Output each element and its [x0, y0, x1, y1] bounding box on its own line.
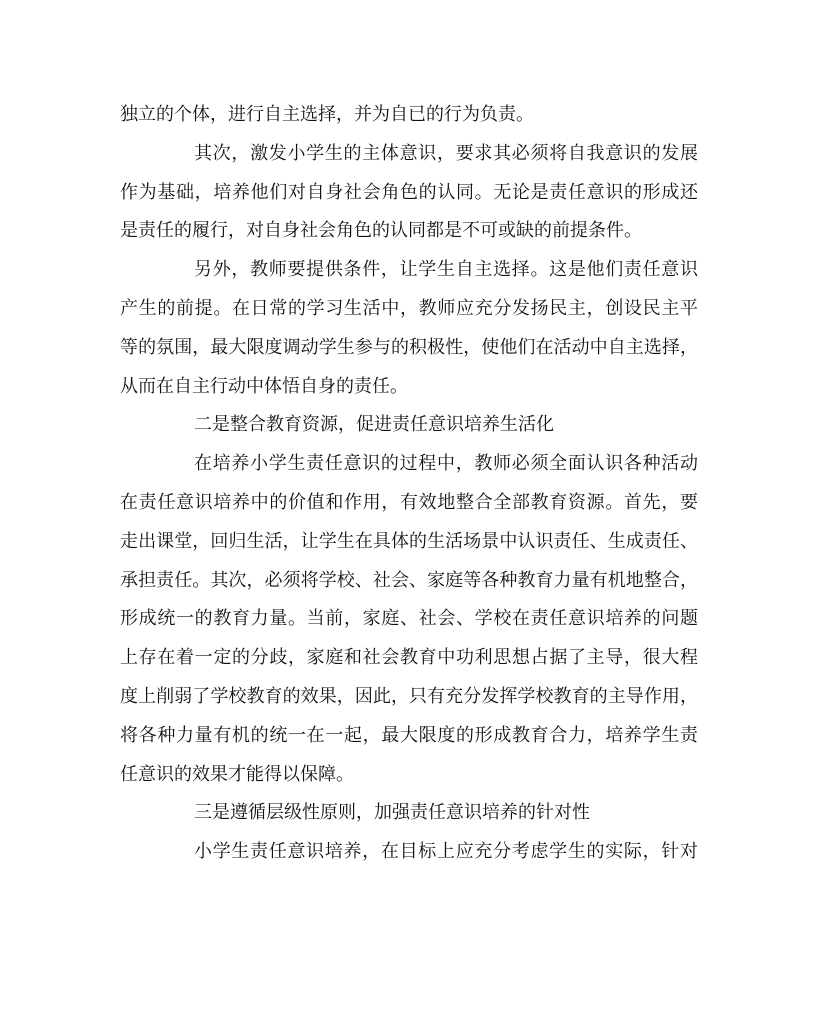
text-line: 走出课堂，回归生活，让学生在具体的生活场景中认识责任、生成责任、: [120, 530, 698, 552]
section-heading: 三是遵循层级性原则，加强责任意识培养的针对性: [194, 802, 590, 824]
text-line: 在培养小学生责任意识的过程中，教师必须全面认识各种活动: [194, 453, 698, 475]
section-heading: 二是整合教育资源，促进责任意识培养生活化: [194, 414, 554, 436]
text-line: 形成统一的教育力量。当前，家庭、社会、学校在责任意识培养的问题: [120, 608, 698, 630]
text-line: 上存在着一定的分歧，家庭和社会教育中功利思想占据了主导，很大程: [120, 647, 698, 669]
text-line: 产生的前提。在日常的学习生活中，教师应充分发扬民主，创设民主平: [120, 297, 698, 319]
text-line: 小学生责任意识培养，在目标上应充分考虑学生的实际，针对: [194, 841, 698, 863]
text-line: 从而在自主行动中体悟自身的责任。: [120, 375, 408, 397]
body-text: [120, 96, 698, 872]
text-line: 其次，激发小学生的主体意识，要求其必须将自我意识的发展: [194, 142, 698, 164]
text-line: 独立的个体，进行自主选择，并为自已的行为负责。: [120, 104, 534, 125]
text-line: 是责任的履行，对自身社会角色的认同都是不可或缺的前提条件。: [120, 220, 642, 242]
text-line: 将各种力量有机的统一在一起，最大限度的形成教育合力，培养学生责: [120, 724, 698, 746]
text-line: 在责任意识培养中的价值和作用，有效地整合全部教育资源。首先，要: [120, 491, 698, 513]
text-line: 另外，教师要提供条件，让学生自主选择。这是他们责任意识: [194, 259, 698, 281]
text-line: 度上削弱了学校教育的效果，因此，只有充分发挥学校教育的主导作用，: [120, 685, 698, 707]
text-line: 作为基础，培养他们对自身社会角色的认同。无论是责任意识的形成还: [120, 181, 698, 203]
text-line: 承担责任。其次，必须将学校、社会、家庭等各种教育力量有机地整合，: [120, 569, 698, 591]
text-line: 任意识的效果才能得以保障。: [120, 763, 354, 785]
text-line: 等的氛围，最大限度调动学生参与的积极性，使他们在活动中自主选择，: [120, 336, 698, 358]
